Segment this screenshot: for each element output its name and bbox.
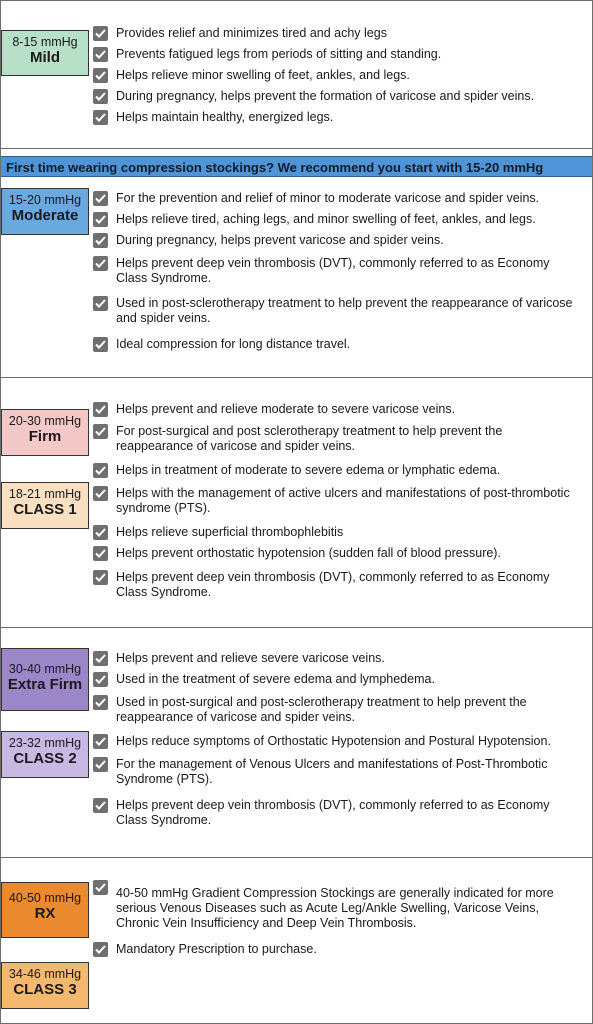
checkbox-check-icon	[93, 191, 108, 206]
item-text: Helps relieve superficial thrombophlebitis	[116, 525, 344, 539]
checkbox-check-icon	[93, 296, 108, 311]
checkbox-check-icon	[93, 734, 108, 749]
checkbox-check-icon	[93, 212, 108, 227]
checkbox-check-icon	[93, 233, 108, 248]
badge-extra-firm	[1, 648, 89, 711]
item-text: Helps prevent and relieve moderate to severe varicose veins.	[116, 402, 456, 416]
item-text: Helps reduce symptoms of Orthostatic Hypotension and Postural Hypotension.	[116, 734, 551, 748]
badge-moderate	[1, 188, 89, 235]
checkbox-check-icon	[93, 26, 108, 41]
item-text: Mandatory Prescription to purchase.	[116, 942, 317, 956]
badge-name: Mild	[30, 49, 60, 66]
badge-pressure: 8-15 mmHg	[12, 35, 78, 49]
item-text: Helps prevent orthostatic hypotension (sudden fall of blood pressure).	[116, 546, 501, 560]
checkbox-check-icon	[93, 256, 108, 271]
badge-mild	[1, 30, 89, 76]
section-moderate	[1, 177, 592, 378]
badge-class-2	[1, 731, 89, 778]
item-text: Helps with the management of active ulcers and manifestations of post-thrombotic syndrome (PTS).	[116, 486, 570, 515]
section-extra-firm	[1, 628, 592, 858]
badge-name: CLASS 3	[13, 981, 77, 998]
badge-pressure: 15-20 mmHg	[8, 193, 82, 207]
badge-pressure: 30-40 mmHg	[8, 662, 82, 676]
badge-name: Moderate	[11, 207, 79, 224]
checkbox-check-icon	[93, 672, 108, 687]
checkbox-check-icon	[93, 89, 108, 104]
section-mild	[1, 1, 592, 149]
item-text: Used in post-sclerotherapy treatment to help prevent the reappearance of varicose and spider veins.	[116, 296, 573, 325]
badge-name: CLASS 2	[13, 750, 77, 767]
badge-name: Extra Firm	[7, 676, 83, 693]
recommendation-banner: First time wearing compression stockings? We recommend you start with 15-20 mmHg	[1, 156, 592, 177]
checkbox-check-icon	[93, 942, 108, 957]
item-text: Helps in treatment of moderate to severe edema or lymphatic edema.	[116, 463, 501, 477]
checkbox-check-icon	[93, 47, 108, 62]
item-text: During pregnancy, helps prevent varicose and spider veins.	[116, 233, 444, 247]
item-text: Used in the treatment of severe edema and lymphedema.	[116, 672, 435, 686]
badge-pressure: 40-50 mmHg	[8, 891, 82, 905]
item-text: Helps prevent deep vein thrombosis (DVT), commonly referred to as Economy Class Syndrome.	[116, 256, 550, 285]
checkbox-check-icon	[93, 424, 108, 439]
section-firm	[1, 378, 592, 628]
badge-name: CLASS 1	[13, 501, 77, 518]
item-text: For the prevention and relief of minor to moderate varicose and spider veins.	[116, 191, 540, 205]
checkbox-check-icon	[93, 402, 108, 417]
badge-name: Firm	[28, 428, 62, 445]
item-text: Helps maintain healthy, energized legs.	[116, 110, 334, 124]
item-text: Helps relieve minor swelling of feet, ankles, and legs.	[116, 68, 410, 82]
badge-pressure: 34-46 mmHg	[8, 967, 82, 981]
badge-rx	[1, 882, 89, 938]
badge-firm	[1, 409, 89, 456]
checkbox-check-icon	[93, 337, 108, 352]
checkbox-check-icon	[93, 486, 108, 501]
item-text: Helps relieve tired, aching legs, and minor swelling of feet, ankles, and legs.	[116, 212, 536, 226]
checkbox-check-icon	[93, 110, 108, 125]
badge-pressure: 20-30 mmHg	[8, 414, 82, 428]
item-text: Prevents fatigued legs from periods of sitting and standing.	[116, 47, 442, 61]
checkbox-check-icon	[93, 68, 108, 83]
badge-class-1	[1, 482, 89, 529]
item-text: Helps prevent and relieve severe varicose veins.	[116, 651, 385, 665]
checkbox-check-icon	[93, 695, 108, 710]
checkbox-check-icon	[93, 525, 108, 540]
badge-pressure: 18-21 mmHg	[8, 487, 82, 501]
checkbox-check-icon	[93, 570, 108, 585]
item-text: For post-surgical and post sclerotherapy treatment to help prevent the reappearance of varicose and spider veins.	[116, 424, 503, 453]
badge-class-3	[1, 962, 89, 1009]
checkbox-check-icon	[93, 651, 108, 666]
item-text: 40-50 mmHg Gradient Compression Stockings are generally indicated for more serious Venous Diseases such as Acute Leg/Ankle Swelling, Varicose Veins, Chronic Vein Insufficiency and Deep Vein Thrombosis.	[116, 886, 554, 930]
checkbox-check-icon	[93, 757, 108, 772]
item-text: Used in post-surgical and post-sclerotherapy treatment to help prevent the reappearance of varicose and spider veins.	[116, 695, 527, 724]
checkbox-check-icon	[93, 463, 108, 478]
badge-name: RX	[34, 905, 56, 922]
item-text: Ideal compression for long distance travel.	[116, 337, 351, 351]
item-text: Helps prevent deep vein thrombosis (DVT), commonly referred to as Economy Class Syndrome.	[116, 798, 550, 827]
section-rx	[1, 858, 592, 1023]
item-text: For the management of Venous Ulcers and manifestations of Post-Thrombotic Syndrome (PTS).	[116, 757, 548, 786]
badge-pressure: 23-32 mmHg	[8, 736, 82, 750]
checkbox-check-icon	[93, 880, 108, 895]
checkbox-check-icon	[93, 798, 108, 813]
item-text: Provides relief and minimizes tired and achy legs	[116, 26, 387, 40]
item-text: During pregnancy, helps prevent the formation of varicose and spider veins.	[116, 89, 535, 103]
checkbox-check-icon	[93, 546, 108, 561]
item-text: Helps prevent deep vein thrombosis (DVT), commonly referred to as Economy Class Syndrome.	[116, 570, 550, 599]
